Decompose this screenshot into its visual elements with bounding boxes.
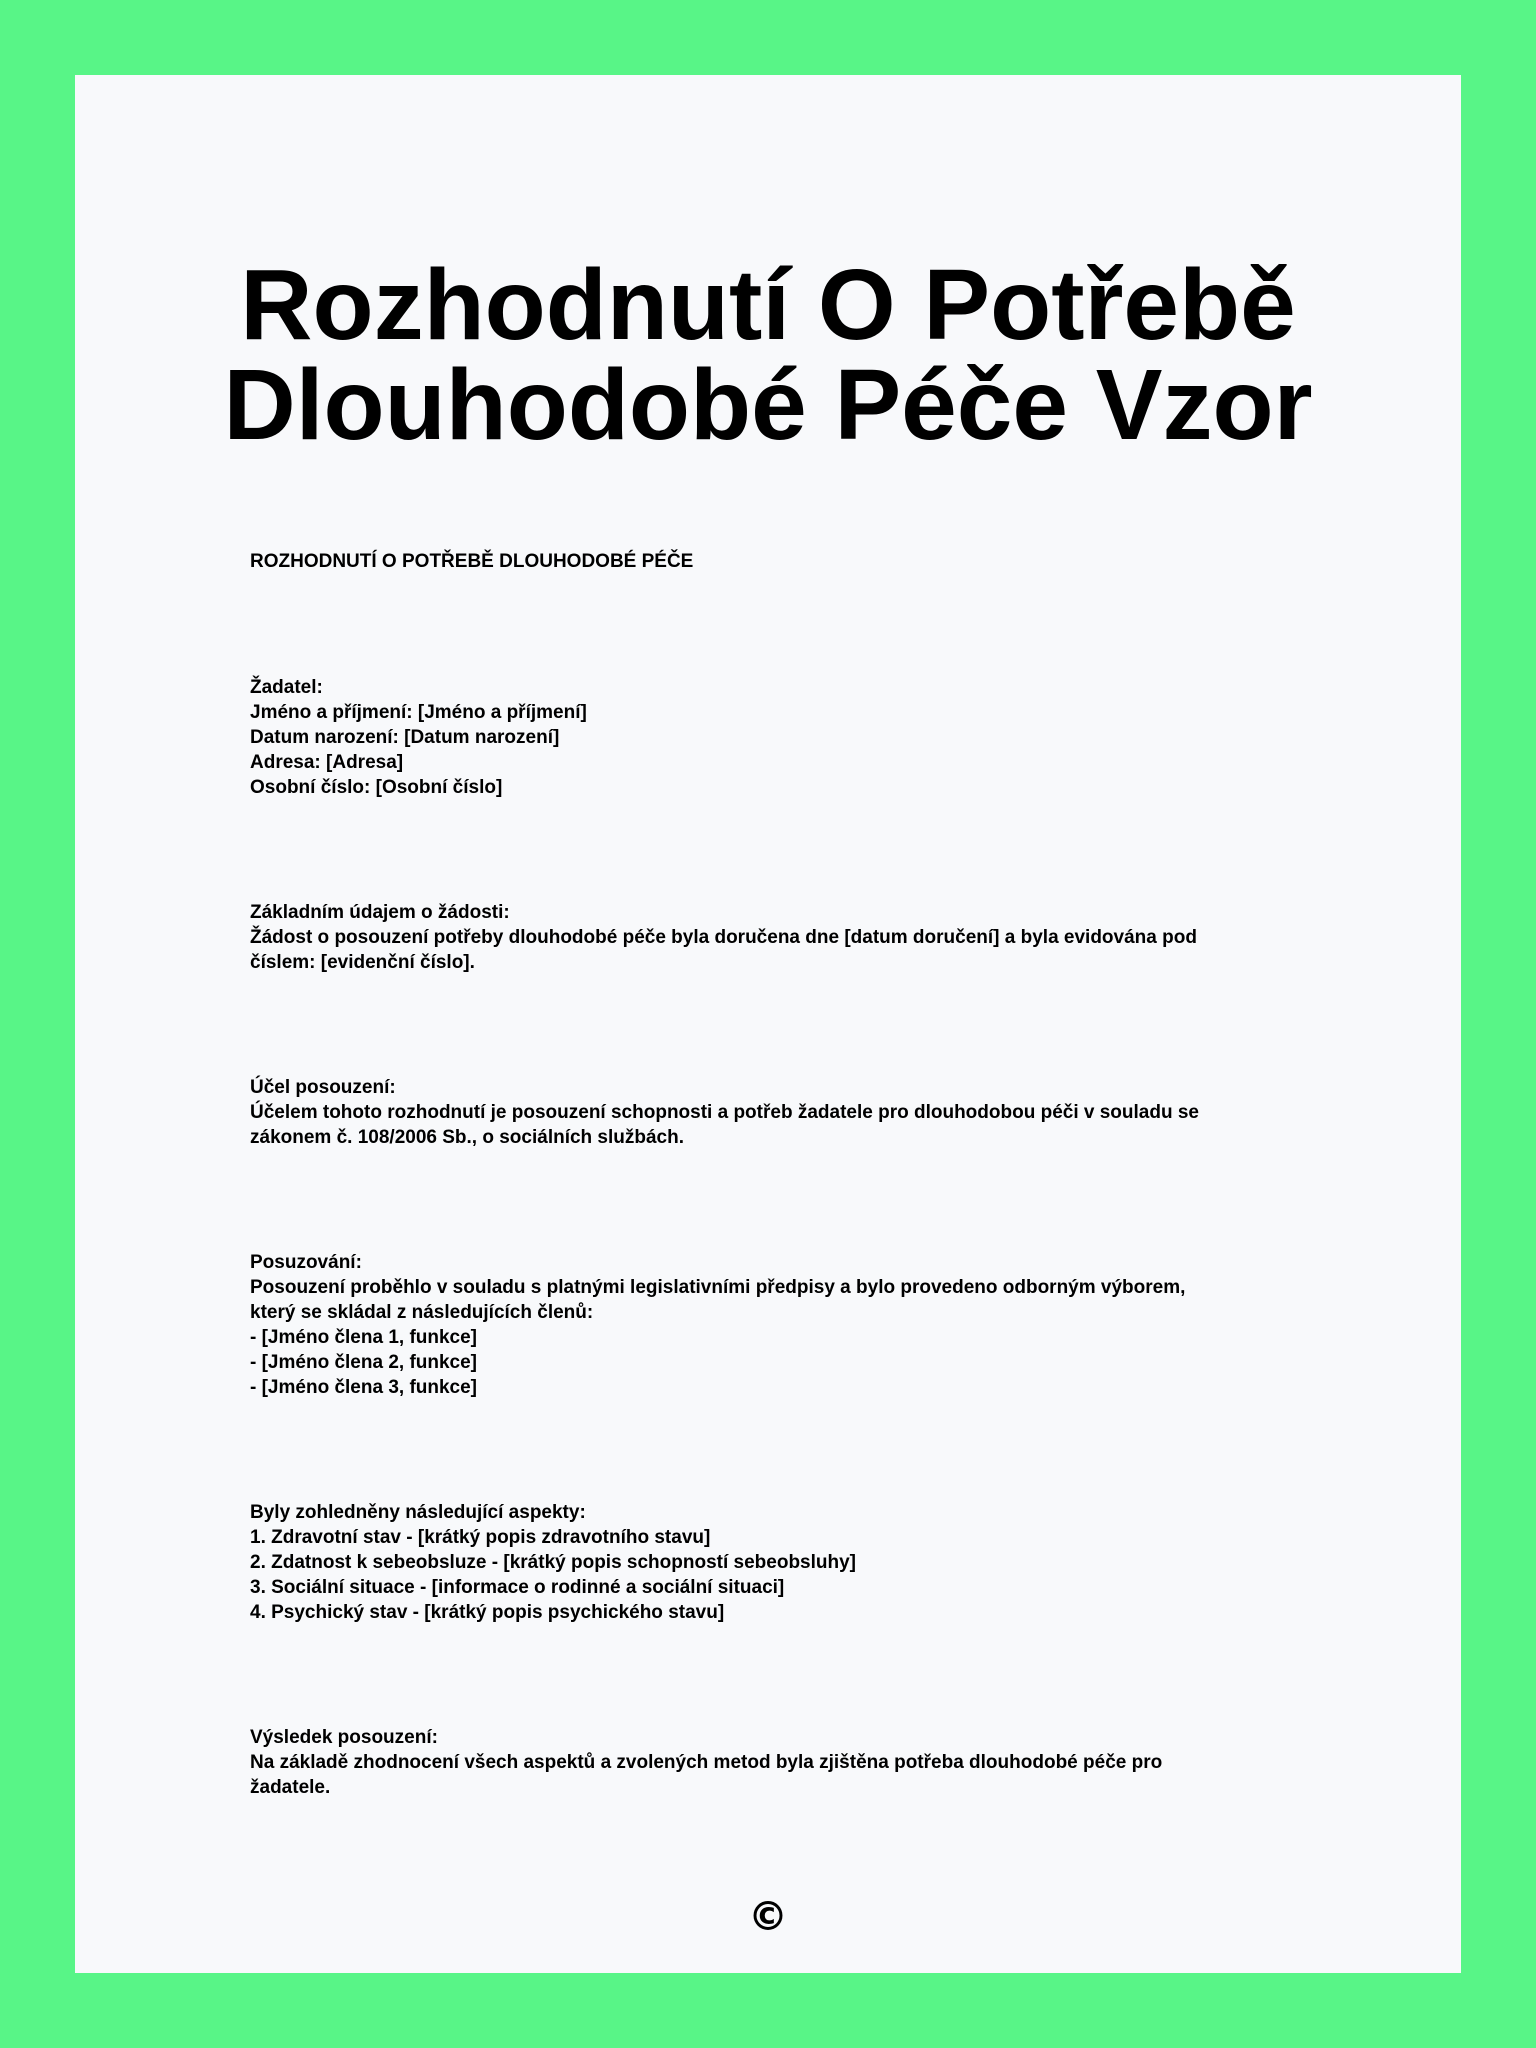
aspect-item: 2. Zdatnost k sebeobsluze - [krátký popis schopností sebeobsluhy] bbox=[250, 1552, 857, 1573]
document-body bbox=[250, 549, 1330, 1798]
section-label: Žadatel: bbox=[250, 677, 323, 698]
paragraph-line: Účelem tohoto rozhodnutí je posouzení schopnosti a potřeb žadatele pro dlouhodobou péči v souladu se bbox=[250, 1102, 1199, 1123]
applicant-birthdate-line: Datum narození: [Datum narození] bbox=[250, 727, 560, 748]
committee-member-line: - [Jméno člena 3, funkce] bbox=[250, 1377, 478, 1398]
document-heading: ROZHODNUTÍ O POTŘEBĚ DLOUHODOBÉ PÉČE bbox=[250, 551, 694, 572]
request-section bbox=[250, 900, 1260, 975]
aspect-item: 4. Psychický stav - [krátký popis psychického stavu] bbox=[250, 1602, 725, 1623]
applicant-section bbox=[250, 675, 1260, 800]
section-label: Výsledek posouzení: bbox=[250, 1727, 438, 1748]
section-label: Posuzování: bbox=[250, 1252, 362, 1273]
section-label: Základním údajem o žádosti: bbox=[250, 902, 510, 923]
aspect-item: 1. Zdravotní stav - [krátký popis zdravotního stavu] bbox=[250, 1527, 711, 1548]
applicant-name-line: Jméno a příjmení: [Jméno a příjmení] bbox=[250, 702, 587, 723]
paragraph-line: číslem: [evidenční číslo]. bbox=[250, 952, 475, 973]
page-title bbox=[75, 249, 1461, 461]
paragraph-line: žadatele. bbox=[250, 1777, 331, 1798]
purpose-section bbox=[250, 1075, 1260, 1150]
page-title-line-1: Rozhodnutí O Potřebě bbox=[240, 249, 1296, 361]
section-label: Byly zohledněny následující aspekty: bbox=[250, 1502, 586, 1523]
committee-member-line: - [Jméno člena 1, funkce] bbox=[250, 1327, 478, 1348]
paragraph-line: který se skládal z následujících členů: bbox=[250, 1302, 594, 1323]
result-section bbox=[250, 1725, 1260, 1800]
paragraph-line: zákonem č. 108/2006 Sb., o sociálních službách. bbox=[250, 1127, 685, 1148]
document-page bbox=[75, 75, 1461, 1973]
applicant-personal-number-line: Osobní číslo: [Osobní číslo] bbox=[250, 777, 503, 798]
copyright-symbol: © bbox=[748, 1894, 788, 1940]
section-label: Účel posouzení: bbox=[250, 1077, 396, 1098]
assessment-section bbox=[250, 1250, 1260, 1400]
paragraph-line: Posouzení proběhlo v souladu s platnými legislativními předpisy a bylo provedeno odborným výborem, bbox=[250, 1277, 1186, 1298]
committee-member-line: - [Jméno člena 2, funkce] bbox=[250, 1352, 478, 1373]
applicant-address-line: Adresa: [Adresa] bbox=[250, 752, 404, 773]
paragraph-line: Žádost o posouzení potřeby dlouhodobé péče byla doručena dne [datum doručení] a byla evidována pod bbox=[250, 927, 1197, 948]
aspects-section bbox=[250, 1500, 1260, 1625]
page-title-line-2: Dlouhodobé Péče Vzor bbox=[223, 349, 1313, 461]
paragraph-line: Na základě zhodnocení všech aspektů a zvolených metod byla zjištěna potřeba dlouhodobé péče pro bbox=[250, 1752, 1163, 1773]
aspect-item: 3. Sociální situace - [informace o rodinné a sociální situaci] bbox=[250, 1577, 785, 1598]
